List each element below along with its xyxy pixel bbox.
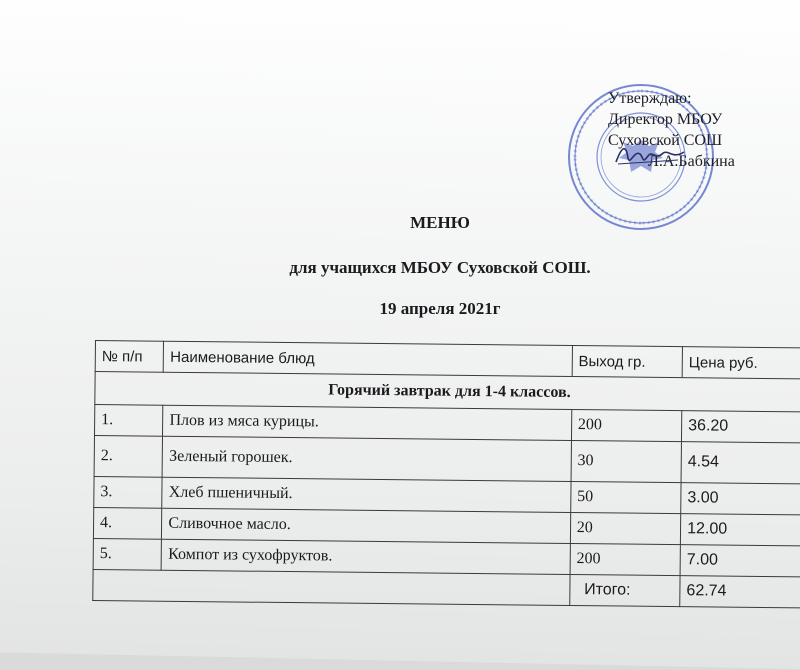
row-number: 4. [93,507,162,539]
menu-table [92,340,800,608]
dish-name: Компот из сухофруктов. [161,539,570,574]
approval-signer: Л.А.Бабкина [648,153,735,170]
dish-name: Хлеб пшеничный. [162,477,571,512]
page-subtitle: для учащихся МБОУ Суховской СОШ. [289,258,591,277]
dish-price: 4.54 [681,442,800,484]
dish-name: Плов из мяса курицы. [163,405,572,440]
row-number: 1. [94,405,163,437]
approval-line-2: Директор МБОУ [608,111,723,128]
dish-weight: 50 [570,481,681,513]
column-header-weight: Выход гр. [572,345,683,377]
dish-price: 36.20 [682,411,800,443]
dish-weight: 20 [570,512,681,544]
dish-price: 3.00 [681,483,800,515]
approval-line-3: Суховской СОШ [608,132,723,149]
row-number: 2. [94,436,163,478]
dish-weight: 200 [571,409,682,441]
dish-weight: 200 [570,543,681,575]
dish-name: Сливочное масло. [162,508,571,543]
dish-price: 7.00 [680,545,800,577]
dish-price: 12.00 [680,514,800,546]
dish-weight: 30 [571,440,682,482]
page-title: МЕНЮ [410,213,470,232]
total-value: 62.74 [680,576,800,608]
column-header-dish: Наименование блюд [164,341,573,376]
menu-date: 19 апреля 2021г [379,299,501,318]
row-number: 5. [93,538,162,570]
dish-name: Зеленый горошек. [162,436,571,481]
approval-line-1: Утверждаю: [608,90,692,107]
total-label: Итого: [569,574,680,606]
total-spacer [93,569,570,605]
column-header-price: Цена руб. [682,347,800,379]
section-title: Горячий завтрак для 1-4 классов. [95,372,800,412]
row-number: 3. [94,476,163,508]
signature [612,140,692,170]
column-header-number: № п/п [95,341,164,373]
